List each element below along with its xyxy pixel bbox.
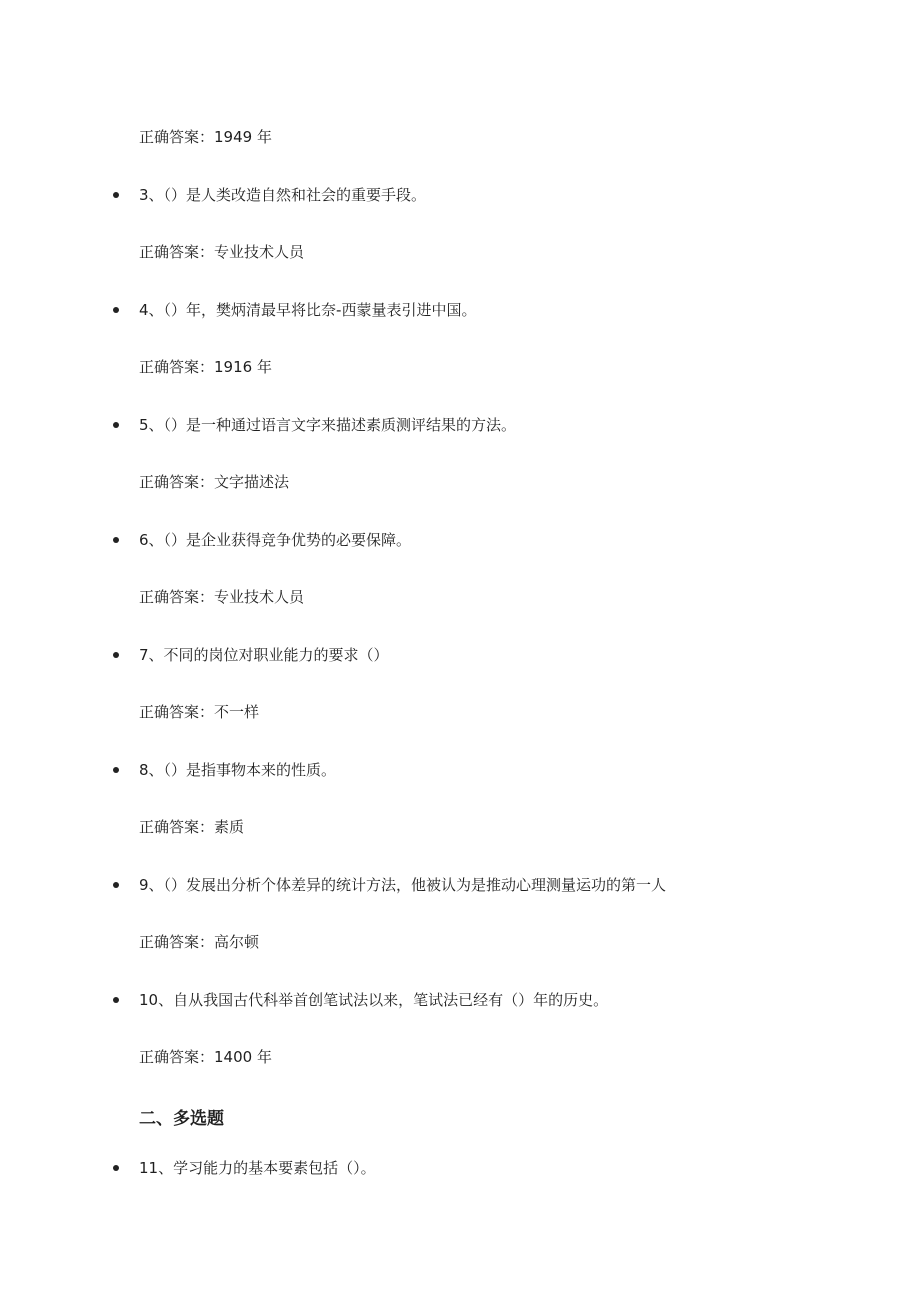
answer-line: 正确答案：1949 年	[139, 128, 272, 146]
bullet-icon	[113, 192, 119, 198]
bullet-icon	[113, 652, 119, 658]
bullet-icon	[113, 767, 119, 773]
bullet-icon	[113, 537, 119, 543]
bullet-icon	[113, 1165, 119, 1171]
question-line: 8、（）是指事物本来的性质。	[139, 761, 337, 779]
question-line: 11、学习能力的基本要素包括（）。	[139, 1159, 376, 1177]
answer-line: 正确答案：素质	[139, 818, 245, 836]
question-line: 3、（）是人类改造自然和社会的重要手段。	[139, 186, 427, 204]
question-line: 6、（）是企业获得竞争优势的必要保障。	[139, 531, 412, 549]
answer-line: 正确答案：1400 年	[139, 1048, 272, 1066]
question-line: 10、自从我国古代科举首创笔试法以来，笔试法已经有（）年的历史。	[139, 991, 609, 1009]
answer-line: 正确答案：专业技术人员	[139, 243, 305, 261]
bullet-icon	[113, 997, 119, 1003]
bullet-icon	[113, 307, 119, 313]
bullet-icon	[113, 422, 119, 428]
question-line: 9、（）发展出分析个体差异的统计方法，他被认为是推动心理测量运功的第一人	[139, 876, 667, 894]
answer-line: 正确答案：高尔顿	[139, 933, 260, 951]
answer-line: 正确答案：不一样	[139, 703, 260, 721]
answer-line: 正确答案：文字描述法	[139, 473, 290, 491]
section-heading: 二、多选题	[139, 1109, 224, 1129]
question-line: 4、（）年，樊炳清最早将比奈-西蒙量表引进中国。	[139, 301, 477, 319]
question-line: 5、（）是一种通过语言文字来描述素质测评结果的方法。	[139, 416, 517, 434]
bullet-icon	[113, 882, 119, 888]
answer-line: 正确答案：1916 年	[139, 358, 272, 376]
question-line: 7、不同的岗位对职业能力的要求（）	[139, 646, 389, 664]
answer-line: 正确答案：专业技术人员	[139, 588, 305, 606]
